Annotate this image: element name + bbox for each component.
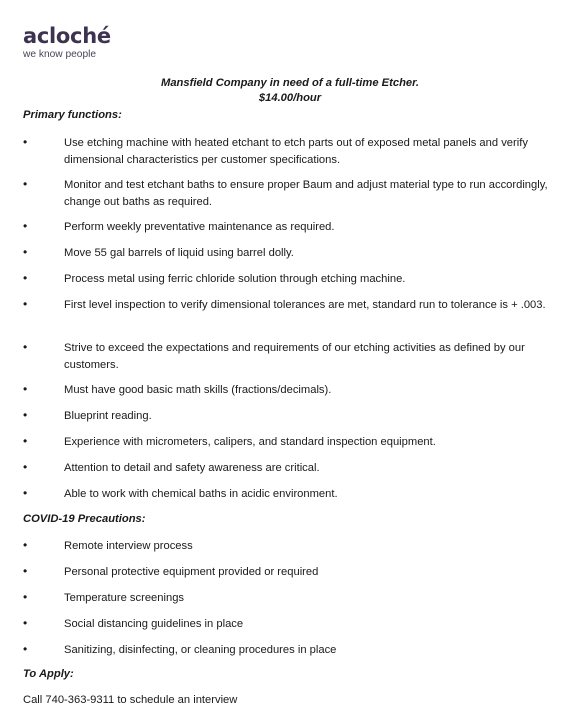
covid-heading: COVID-19 Precautions: bbox=[23, 513, 146, 525]
bullet: • bbox=[23, 486, 28, 500]
list-item-text: Must have good basic math skills (fractions/decimals). bbox=[64, 384, 332, 396]
bullet: • bbox=[23, 382, 28, 396]
list-item-text: Experience with micrometers, calipers, and standard inspection equipment. bbox=[64, 436, 436, 448]
list-item-text: Social distancing guidelines in place bbox=[64, 618, 244, 630]
bullet: • bbox=[23, 340, 28, 354]
primary-functions-heading: Primary functions: bbox=[23, 109, 122, 121]
apply-text: Call 740-363-9311 to schedule an interview bbox=[23, 694, 238, 706]
apply-heading: To Apply: bbox=[23, 668, 74, 680]
list-item-text: Move 55 gal barrels of liquid using barrel dolly. bbox=[64, 247, 294, 259]
list-item-text: Process metal using ferric chloride solution through etching machine. bbox=[64, 273, 406, 285]
list-item-text: Able to work with chemical baths in acidic environment. bbox=[64, 488, 338, 500]
list-item-text: Attention to detail and safety awareness are critical. bbox=[64, 462, 320, 474]
logo-name: acloché bbox=[23, 24, 111, 48]
bullet: • bbox=[23, 564, 28, 578]
job-pay: $14.00/hour bbox=[258, 92, 322, 104]
bullet: • bbox=[23, 642, 28, 656]
company-logo bbox=[23, 26, 111, 60]
bullet: • bbox=[23, 590, 28, 604]
logo-tagline: we know people bbox=[23, 49, 97, 60]
list-item-text: Sanitizing, disinfecting, or cleaning procedures in place bbox=[64, 644, 337, 656]
list-item-text: Temperature screenings bbox=[64, 592, 185, 604]
bullet: • bbox=[23, 460, 28, 474]
bullet: • bbox=[23, 245, 28, 259]
bullet: • bbox=[23, 297, 28, 311]
list-item-text: Perform weekly preventative maintenance as required. bbox=[64, 221, 335, 233]
job-header bbox=[0, 76, 580, 106]
bullet: • bbox=[23, 434, 28, 448]
job-title: Mansfield Company in need of a full-time Etcher. bbox=[161, 77, 419, 89]
bullet: • bbox=[23, 219, 28, 233]
list-item-text: First level inspection to verify dimensional tolerances are met, standard run to tolerance is + .003. bbox=[64, 299, 546, 311]
bullet: • bbox=[23, 135, 28, 149]
bullet: • bbox=[23, 271, 28, 285]
bullet: • bbox=[23, 408, 28, 422]
bullet: • bbox=[23, 538, 28, 552]
bullet: • bbox=[23, 616, 28, 630]
list-item-text: Blueprint reading. bbox=[64, 410, 152, 422]
list-item-text: Monitor and test etchant baths to ensure proper Baum and adjust material type to run accordingly, change out baths as required. bbox=[64, 179, 548, 208]
list-item-text: Remote interview process bbox=[64, 540, 193, 552]
list-item-text: Strive to exceed the expectations and requirements of our etching activities as defined by our customers. bbox=[64, 342, 525, 371]
list-item-text: Use etching machine with heated etchant to etch parts out of exposed metal panels and verify dimensional characteristics per customer specifications. bbox=[64, 137, 528, 166]
list-item-text: Personal protective equipment provided or required bbox=[64, 566, 319, 578]
bullet: • bbox=[23, 177, 28, 191]
